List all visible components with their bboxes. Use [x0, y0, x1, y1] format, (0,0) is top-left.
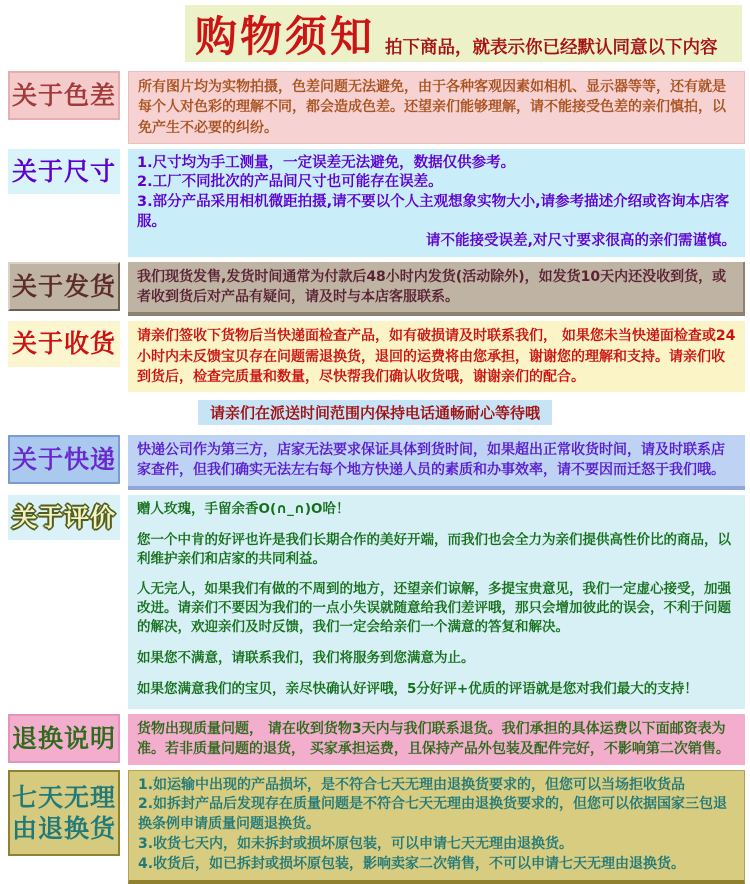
page-subtitle: 拍下商品，就表示你已经默认同意以下内容	[385, 37, 718, 58]
section-body-return-policy	[128, 714, 745, 765]
notice-text: 如果您不满意，请联系我们，我们将服务到您满意为止。	[137, 650, 475, 667]
section-review	[8, 495, 745, 709]
notice-text: 快递公司作为第三方，店家无法要求保证具体到货时间，如果超出正常收货时间，请及时联系店家查件，但我们确实无法左右每个地方快递人员的素质和办事效率，请不要因而迁怒于我们哦。	[137, 442, 725, 479]
header-line: 由退换货	[11, 813, 116, 843]
section-header-return-policy: 退换说明	[8, 714, 120, 763]
notice-text: 所有图片均为实物拍摄，色差问题无法避免，由于各种客观因素如相机、显示器等等，还有就是每个人对色彩的理解不同，都会造成色差。还望亲们能够理解，请不能接受色差的亲们慎拍，以免产生不必要的纠纷。	[138, 79, 726, 136]
section-header-courier: 关于快递	[8, 435, 120, 484]
notice-text: 2.如拆封产品后发现存在质量问题是不符合七天无理由退换货要求的，但您可以依据国家三包退换条例申请质量问题退换货。	[138, 796, 728, 833]
section-header-size: 关于尺寸	[8, 149, 120, 194]
notice-text: 3.部分产品采用相机微距拍摄,请不要以个人主观想象实物大小,请参考描述介绍或咨询本店客服。	[137, 194, 730, 230]
section-return-policy	[8, 714, 745, 765]
delivery-notice-strip: 请亲们在派送时间范围内保持电话通畅耐心等待哦	[198, 400, 552, 425]
notice-text: 1.尺寸均为手工测量，一定误差无法避免，数据仅供参考。	[137, 154, 516, 171]
section-body-receiving	[128, 321, 745, 392]
section-header-receiving: 关于收货	[8, 321, 120, 366]
section-color-difference	[8, 71, 745, 144]
notice-text: 您一个中肯的好评也许是我们长期合作的美好开端，而我们也会全力为亲们提供高性价比的商品，以利维护亲们和店家的共同利益。	[137, 531, 731, 567]
notice-text: 3.收货七天内，如未拆封或损坏原包装，可以申请七天无理由退换货。	[138, 836, 574, 853]
section-header-seven-day-return	[8, 770, 120, 857]
section-body-seven-day-return	[128, 770, 745, 884]
section-courier	[8, 435, 745, 490]
notice-text: 请亲们签收下货物后当快递面检查产品，如有破损请及时联系我们， 如果您未当快递面检查或24小时内未反馈宝贝存在问题需退换货，退回的运费将由您承担，谢谢您的理解和支持。请亲们收到货后，检查完质量和数量，尽快帮我们确认收货哦，谢谢亲们的配合。	[137, 328, 736, 385]
delivery-notice-strip-row	[0, 400, 750, 425]
notice-text: 如果您满意我们的宝贝，亲尽快确认好评哦，5分好评+优质的评语就是您对我们最大的支持！	[137, 681, 698, 698]
section-body-shipping	[128, 262, 745, 317]
section-body-color-difference	[128, 71, 745, 144]
notice-text: 我们现货发售,发货时间通常为付款后48小时内发货(活动除外)，如发货10天内还没收到货，或者收到货后对产品有疑问，请及时与本店客服联系。	[137, 268, 727, 305]
page-title: 购物须知	[195, 12, 376, 61]
section-seven-day-return	[8, 770, 745, 884]
notice-text: 4.收货后，如已拆封或损坏原包装，影响卖家二次销售，不可以申请七天无理由退换货。	[138, 856, 686, 872]
section-header-shipping: 关于发货	[8, 262, 120, 311]
section-receiving	[8, 321, 745, 392]
section-size	[8, 149, 745, 257]
notice-text: 请不能接受误差,对尺寸要求很高的亲们需谨慎。	[425, 233, 736, 250]
section-body-size	[128, 149, 745, 257]
notice-text: 赠人玫瑰，手留余香O(∩_∩)O哈！	[137, 500, 350, 517]
notice-text: 人无完人，如果我们有做的不周到的地方，还望亲们谅解，多提宝贵意见，我们一定虚心接受，加强改进。请亲们不要因为我们的一点小失误就随意给我们差评哦，那只会增加彼此的误会，不利于问题的解决，欢迎亲们及时反馈，我们一定会给亲们一个满意的答复和解决。	[137, 581, 731, 636]
section-shipping	[8, 262, 745, 317]
section-header-review: 关于评价	[8, 495, 120, 540]
section-body-courier	[128, 435, 745, 490]
title-banner	[185, 5, 742, 62]
section-header-color-difference: 关于色差	[8, 71, 120, 120]
header-line: 七天无理	[11, 782, 116, 812]
notice-text: 1.如运输中出现的产品损坏，是不符合七天无理由退换货要求的，但您可以当场拒收货品	[138, 776, 686, 793]
shopping-notice-page	[0, 5, 750, 872]
notice-text: 货物出现质量问题， 请在收到货物3天内与我们联系退货。我们承担的具体运费以下面邮资表为准。若非质量问题的退货， 买家承担运费，且保持产品外包装及配件完好，不影响第二次销售。	[137, 720, 730, 758]
section-body-review	[128, 495, 745, 709]
notice-text: 2.工厂不同批次的产品间尺寸也可能存在误差。	[137, 174, 443, 191]
